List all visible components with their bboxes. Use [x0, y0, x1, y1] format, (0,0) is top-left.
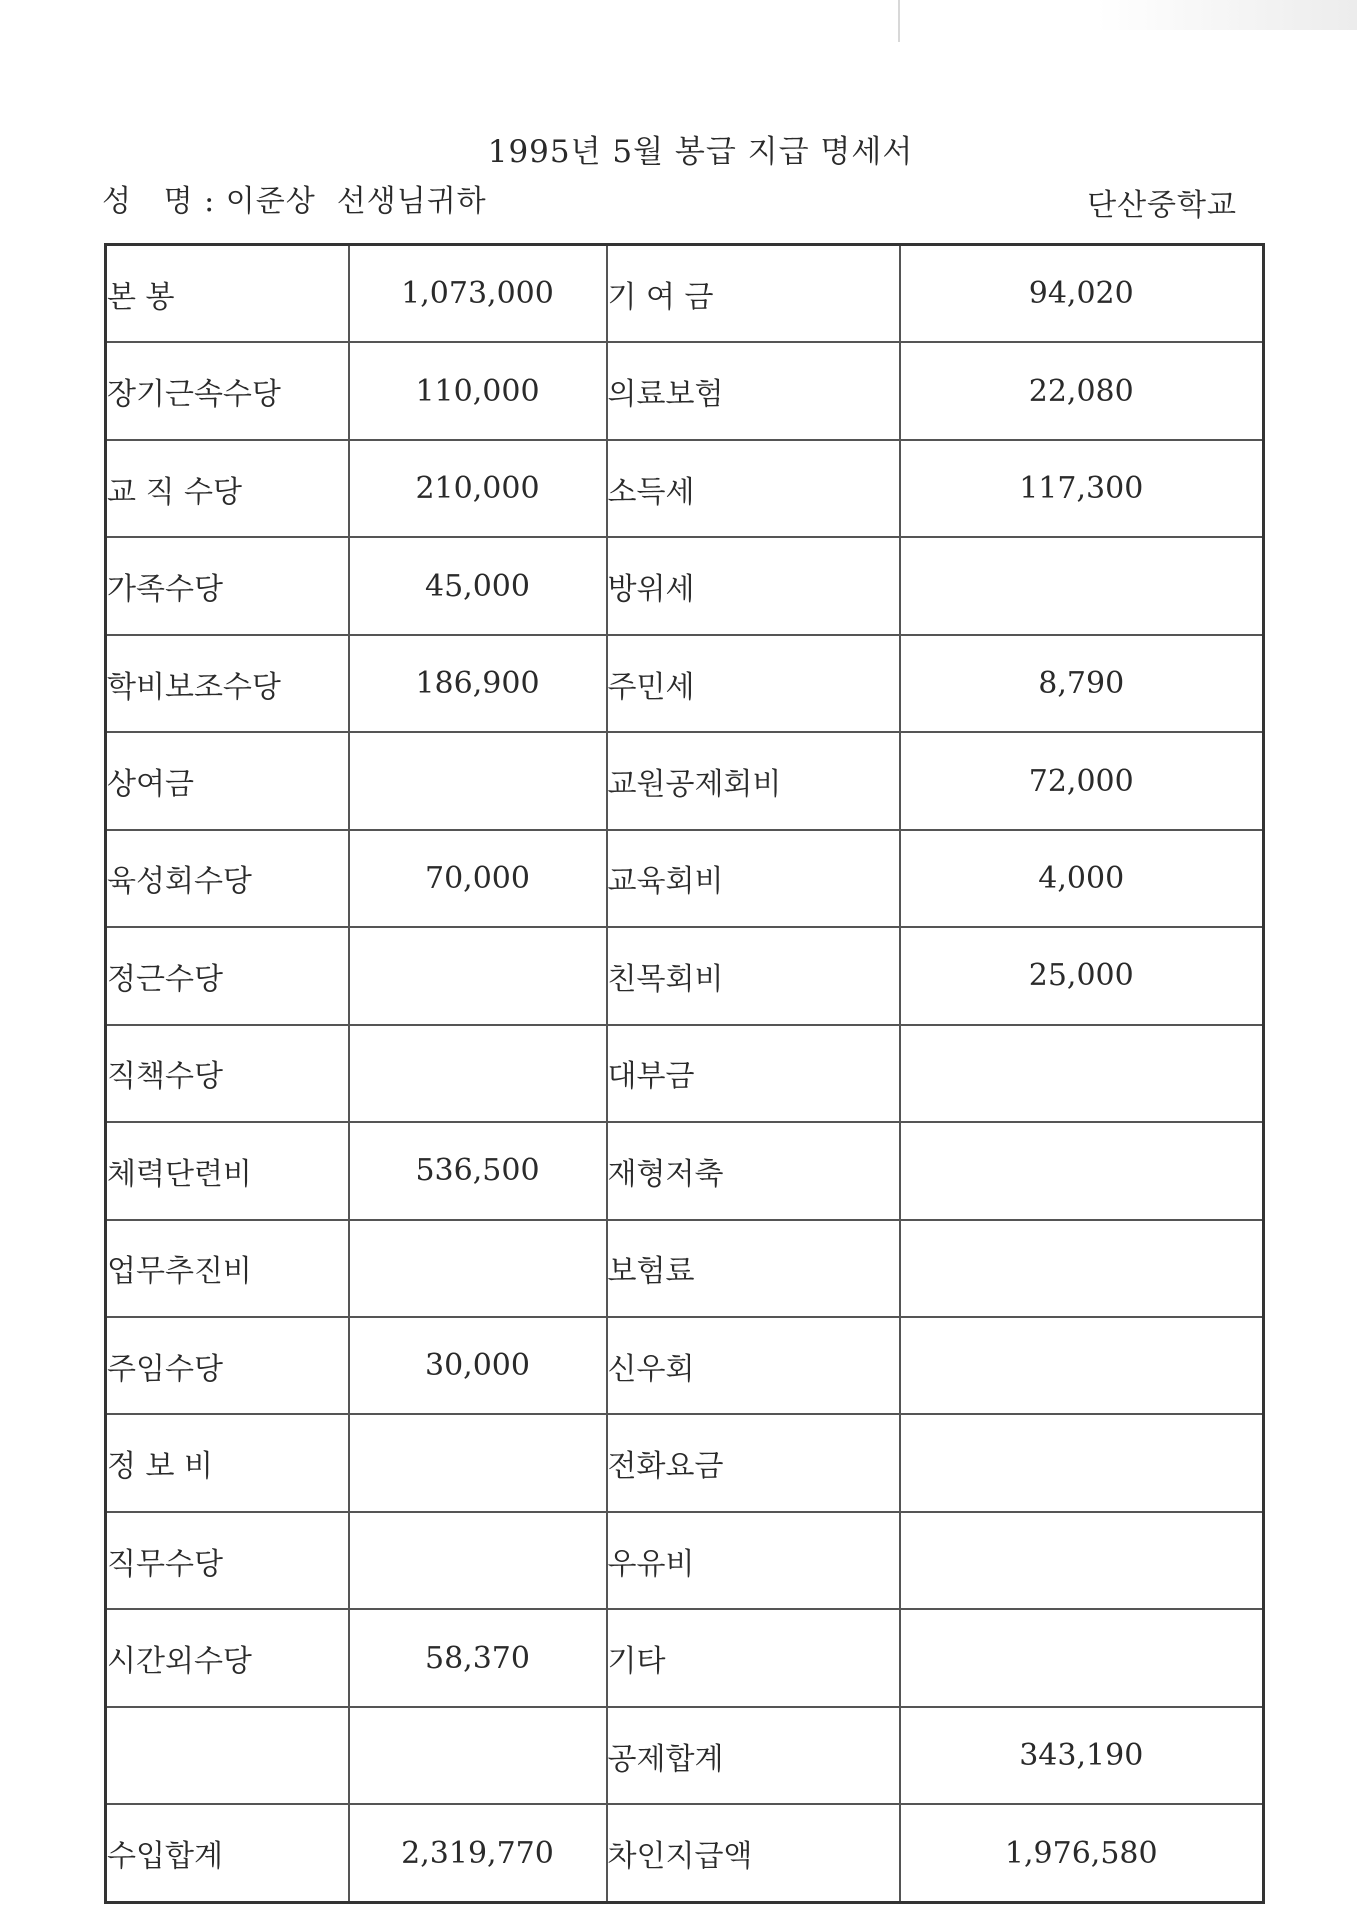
table-row [106, 1414, 1264, 1511]
income-value-cell: 45,000 [349, 537, 607, 634]
deduction-value-cell: 25,000 [900, 927, 1264, 1024]
income-value-cell: 110,000 [349, 342, 607, 439]
income-label-cell: 업무추진비 [106, 1220, 349, 1317]
table-row [106, 1317, 1264, 1414]
deduction-value-cell: 117,300 [900, 440, 1264, 537]
income-label-cell: 직책수당 [106, 1025, 349, 1122]
deduction-label-cell: 재형저축 [607, 1122, 900, 1219]
income-label-cell: 육성회수당 [106, 830, 349, 927]
pay-slip-body [106, 245, 1264, 1903]
deduction-value-cell [900, 1414, 1264, 1511]
income-value-cell: 2,319,770 [349, 1804, 607, 1902]
table-row [106, 440, 1264, 537]
table-row [106, 732, 1264, 829]
income-label-cell: 정 보 비 [106, 1414, 349, 1511]
income-label-cell: 주임수당 [106, 1317, 349, 1414]
scan-artifact-shadow [1097, 0, 1357, 30]
income-label-cell: 시간외수당 [106, 1609, 349, 1706]
deduction-value-cell: 8,790 [900, 635, 1264, 732]
deduction-value-cell: 72,000 [900, 732, 1264, 829]
scan-artifact-line [898, 0, 900, 42]
deduction-value-cell [900, 537, 1264, 634]
deduction-value-cell [900, 1025, 1264, 1122]
deduction-value-cell: 94,020 [900, 245, 1264, 343]
table-row [106, 342, 1264, 439]
deduction-label-cell: 친목회비 [607, 927, 900, 1024]
income-value-cell [349, 1220, 607, 1317]
deduction-label-cell: 교원공제회비 [607, 732, 900, 829]
deduction-value-cell: 1,976,580 [900, 1804, 1264, 1902]
table-row [106, 1122, 1264, 1219]
deduction-value-cell [900, 1317, 1264, 1414]
deduction-label-cell: 주민세 [607, 635, 900, 732]
income-value-cell [349, 1025, 607, 1122]
deduction-label-cell: 기타 [607, 1609, 900, 1706]
income-value-cell: 536,500 [349, 1122, 607, 1219]
pay-slip-table [104, 243, 1265, 1904]
income-value-cell: 30,000 [349, 1317, 607, 1414]
table-row [106, 537, 1264, 634]
recipient-line: 성 명 : 이준상 선생님귀하 [102, 184, 487, 219]
deduction-value-cell [900, 1220, 1264, 1317]
deduction-label-cell: 보험료 [607, 1220, 900, 1317]
document-title: 1995년 5월 봉급 지급 명세서 [487, 134, 914, 170]
deduction-label-cell: 소득세 [607, 440, 900, 537]
school-name: 단산중학교 [1087, 188, 1237, 223]
income-value-cell: 70,000 [349, 830, 607, 927]
income-label-cell: 본 봉 [106, 245, 349, 343]
table-row [106, 1220, 1264, 1317]
deduction-value-cell [900, 1609, 1264, 1706]
income-value-cell [349, 1512, 607, 1609]
table-row [106, 1609, 1264, 1706]
deduction-label-cell: 기 여 금 [607, 245, 900, 343]
income-value-cell: 58,370 [349, 1609, 607, 1706]
income-value-cell [349, 927, 607, 1024]
deduction-value-cell [900, 1122, 1264, 1219]
deduction-label-cell: 우유비 [607, 1512, 900, 1609]
income-label-cell: 장기근속수당 [106, 342, 349, 439]
income-label-cell: 상여금 [106, 732, 349, 829]
deduction-label-cell: 전화요금 [607, 1414, 900, 1511]
table-row [106, 1512, 1264, 1609]
income-label-cell: 학비보조수당 [106, 635, 349, 732]
income-value-cell [349, 1414, 607, 1511]
table-row [106, 830, 1264, 927]
deduction-label-cell: 교육회비 [607, 830, 900, 927]
table-row [106, 1707, 1264, 1804]
income-label-cell [106, 1707, 349, 1804]
income-label-cell: 직무수당 [106, 1512, 349, 1609]
income-label-cell: 교 직 수당 [106, 440, 349, 537]
deduction-label-cell: 의료보험 [607, 342, 900, 439]
deduction-label-cell: 신우회 [607, 1317, 900, 1414]
deduction-value-cell: 22,080 [900, 342, 1264, 439]
deduction-label-cell: 방위세 [607, 537, 900, 634]
income-value-cell [349, 732, 607, 829]
income-value-cell: 210,000 [349, 440, 607, 537]
table-row [106, 245, 1264, 343]
table-row [106, 927, 1264, 1024]
income-value-cell: 1,073,000 [349, 245, 607, 343]
table-row [106, 1804, 1264, 1902]
income-value-cell: 186,900 [349, 635, 607, 732]
income-label-cell: 정근수당 [106, 927, 349, 1024]
income-value-cell [349, 1707, 607, 1804]
income-label-cell: 체력단련비 [106, 1122, 349, 1219]
income-label-cell: 가족수당 [106, 537, 349, 634]
deduction-label-cell: 차인지급액 [607, 1804, 900, 1902]
deduction-value-cell [900, 1512, 1264, 1609]
table-row [106, 635, 1264, 732]
table-row [106, 1025, 1264, 1122]
deduction-value-cell: 343,190 [900, 1707, 1264, 1804]
deduction-label-cell: 공제합계 [607, 1707, 900, 1804]
income-label-cell: 수입합계 [106, 1804, 349, 1902]
deduction-label-cell: 대부금 [607, 1025, 900, 1122]
deduction-value-cell: 4,000 [900, 830, 1264, 927]
